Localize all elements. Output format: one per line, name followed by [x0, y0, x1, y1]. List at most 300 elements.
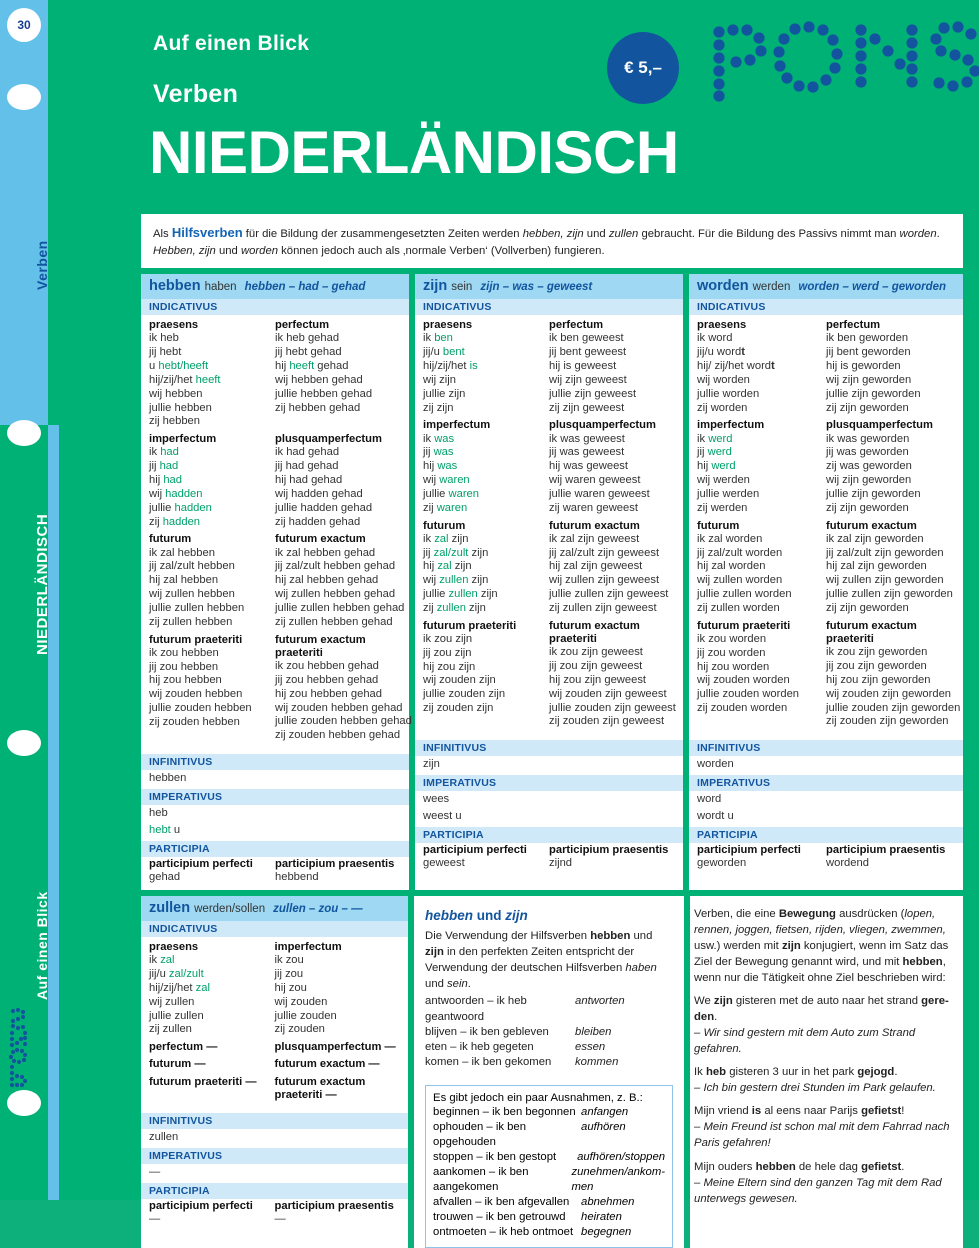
section-participia: PARTICIPIA	[141, 841, 409, 857]
example-dutch: eten – ik heb gegeten	[425, 1041, 534, 1054]
conjugation-line: zij hadden gehad	[275, 515, 361, 528]
t: gefietst	[861, 1160, 902, 1173]
t: zijn	[425, 946, 444, 959]
example-german: kommen	[575, 1056, 619, 1069]
participle-form: —	[274, 1213, 286, 1226]
spine-label-series: Auf einen Blick	[34, 891, 50, 1000]
infinitive-form: hebben	[149, 772, 187, 785]
spine-blue-section	[0, 0, 48, 425]
conjugation-line: hij zou worden	[697, 660, 770, 673]
conjugation-line: hij zal zijn geworden	[826, 560, 927, 573]
exception-german: anfangen	[581, 1105, 629, 1118]
conjugation-line: ik ben geweest	[549, 332, 624, 345]
conjugation-line: jullie worden	[697, 387, 760, 400]
conjugation-line: wij zouden zijn geweest	[549, 687, 667, 700]
tense-label: plusquamperfectum	[275, 433, 382, 446]
intro-verb: zullen	[608, 228, 639, 240]
verb-german: haben	[204, 281, 237, 294]
conjugation-line: zij hadden	[149, 515, 201, 528]
tense-column-left	[423, 616, 549, 729]
verb-name: zijn	[423, 278, 448, 295]
tense-block	[415, 315, 683, 415]
conjugation-line: jullie zullen hebben	[149, 601, 245, 614]
t: .	[467, 978, 471, 991]
conjugation-line: jij zou hebben gehad	[275, 673, 379, 686]
conjugation-line: jij zal/zult worden	[697, 546, 783, 559]
tense-block	[141, 937, 408, 1037]
tense-label: plusquamperfectum	[549, 419, 656, 432]
movement-example-1	[694, 993, 952, 1057]
conjugation-line: hij/ zij/het wordt	[697, 360, 775, 373]
conjugation-line: hij zou zijn geworden	[826, 673, 931, 686]
conjugation-line: wij zouden	[274, 995, 328, 1008]
conjugation-line: jullie zullen worden	[697, 588, 792, 601]
exception-dutch: afvallen – ik ben afgevallen	[433, 1195, 570, 1208]
t: gejogd	[857, 1066, 895, 1079]
conjugation-line: zij zullen hebben gehad	[275, 615, 393, 628]
conjugation-line: wij zijn geweest	[549, 373, 627, 386]
tense-label: futurum exactum	[275, 533, 366, 546]
t: We	[694, 995, 714, 1008]
tense-label: futurum praeteriti —	[149, 1075, 257, 1088]
tense-column-right	[826, 415, 955, 515]
tense-label: futurum exactum	[549, 519, 640, 532]
conjugation-line: hij/zij/het is	[423, 360, 478, 373]
conjugation-line: ik ben	[423, 332, 453, 345]
participle-form: geworden	[697, 857, 747, 870]
t: , wenn nur die Tätigkeit ohne Ziel beschrieben wird:	[694, 956, 946, 985]
conjugation-line: jij bent geworden	[826, 346, 911, 359]
spine-pons-logo	[6, 1005, 42, 1091]
tense-label: perfectum	[275, 319, 330, 332]
conjugation-line: ik heb	[149, 332, 179, 345]
conjugation-line: zij hebben	[149, 415, 201, 428]
participle-form: zijnd	[549, 857, 573, 870]
example-row	[425, 1025, 673, 1040]
tense-column-left	[149, 937, 275, 1037]
header-subtitle: Verben	[153, 80, 239, 108]
conjugation-line: jij zou zijn	[423, 646, 472, 659]
conjugation-line: jij zou worden	[697, 646, 766, 659]
t: .	[901, 1160, 905, 1173]
conjugation-line: zij zullen hebben	[149, 615, 233, 628]
conjugation-line: zij zullen	[149, 1023, 192, 1036]
exception-dutch: ophouden – ik ben opgehouden	[433, 1120, 526, 1148]
t: zijn	[713, 995, 733, 1008]
exception-row	[433, 1105, 665, 1120]
intro-text: können jedoch auch als ‚normale Verben‘ (Vollverben) fungieren.	[278, 244, 605, 257]
conjugation-line: hij zal zijn	[423, 560, 472, 573]
tense-label: futurum exactum praeteriti	[549, 619, 640, 645]
tense-label: imperfectum	[697, 419, 765, 432]
infinitive-form: zijn	[423, 758, 440, 771]
t: usw.) werden mit	[694, 940, 782, 953]
tense-block	[415, 516, 683, 616]
participles-block	[141, 857, 409, 890]
tense-label: plusquamperfectum	[826, 419, 933, 432]
conjugation-line: hij is geworden	[826, 360, 901, 373]
imperative-form: hebt u	[149, 824, 181, 837]
t: sein	[447, 978, 468, 991]
conjugation-line: wij hebben	[149, 387, 203, 400]
section-participia: PARTICIPIA	[689, 827, 963, 843]
conjugation-line: jullie zijn	[423, 387, 466, 400]
conjugation-line: hij zou hebben	[149, 674, 222, 687]
conjugation-line: hij heeft gehad	[275, 360, 349, 373]
conjugation-line: jij/u bent	[423, 346, 465, 359]
conjugation-line: wij hebben gehad	[275, 373, 363, 386]
spine-label-language: NIEDERLÄNDISCH	[34, 513, 51, 655]
conjugation-line: wij zullen hebben gehad	[275, 588, 396, 601]
participle-label: participium perfecti	[697, 844, 801, 857]
section-participia: PARTICIPIA	[141, 1183, 408, 1199]
conjugation-line: jij hebt gehad	[275, 346, 342, 359]
conjugation-line: ik zou zijn geweest	[549, 646, 643, 659]
tense-label: imperfectum	[274, 941, 342, 954]
exceptions-box	[425, 1085, 673, 1248]
intro-verb: Hebben, zijn	[153, 244, 216, 257]
conjugation-line: jij zal/zult hebben	[149, 560, 235, 573]
t: und	[630, 930, 653, 943]
tense-label: futurum exactum praeteriti	[275, 633, 366, 659]
conjugation-line: jullie zouden zijn geworden	[826, 701, 961, 714]
intro-verb: worden	[240, 244, 279, 257]
tense-column-left	[423, 415, 549, 515]
conjugation-line: jij zou	[274, 968, 304, 981]
verb-german: sein	[451, 281, 473, 294]
t: .	[894, 1066, 898, 1079]
conjugation-line: ik zal zijn geweest	[549, 532, 640, 545]
t: haben	[625, 962, 657, 975]
tense-column-right	[275, 1037, 401, 1102]
conjugation-line: jullie zullen zijn geweest	[549, 588, 669, 601]
title-verb-1: hebben	[425, 908, 474, 924]
bottom-row	[141, 896, 963, 1248]
conjugation-line: zij hebben gehad	[275, 401, 361, 414]
exception-dutch: trouwen – ik ben getrouwd	[433, 1210, 566, 1223]
exception-dutch: ontmoeten – ik heb ontmoet	[433, 1225, 574, 1238]
participles-block	[689, 843, 963, 876]
t: in den perfekten Zeiten entspricht der Verwendung der deutschen Hilfsverben	[425, 946, 635, 975]
conjugation-line: hij zou	[274, 981, 307, 994]
conjugation-line: jij bent geweest	[549, 346, 627, 359]
example-dutch: blijven – ik ben gebleven	[425, 1025, 549, 1038]
tense-column-left	[423, 315, 549, 415]
spacer	[415, 729, 683, 738]
intro-text: für die Bildung der zusammengesetzten Zeiten werden	[242, 228, 523, 240]
participle-present	[549, 843, 675, 871]
tense-column-right	[549, 415, 675, 515]
tense-label: futurum exactum —	[274, 1058, 380, 1071]
infinitive-form: zullen	[149, 1131, 179, 1144]
conjugation-line: wij hadden	[149, 487, 203, 500]
t: und	[425, 978, 448, 991]
verb-german: werden	[752, 281, 791, 294]
conjugation-line: ik zal hebben gehad	[275, 546, 376, 559]
punch-hole	[7, 420, 41, 446]
participle-label: participium perfecti	[149, 858, 253, 871]
conjugation-line: zij zouden hebben	[149, 715, 240, 728]
conjugation-line: wij zouden zijn	[423, 674, 496, 687]
conjugation-line: hij zou hebben gehad	[275, 687, 382, 700]
intro-verb: worden	[899, 228, 937, 240]
conjugation-line: jullie zouden zijn geweest	[549, 701, 676, 714]
spacer	[689, 729, 963, 738]
conjugation-line: ik heb gehad	[275, 332, 340, 345]
conjugation-line: jij zal/zult zijn geweest	[549, 546, 660, 559]
hebben-zijn-note	[414, 896, 684, 1248]
spacer	[141, 1102, 408, 1111]
exception-row	[433, 1165, 665, 1195]
tense-column-left	[149, 630, 275, 743]
imperative-form: wees	[423, 793, 450, 806]
tense-label: praesens	[149, 941, 199, 954]
spine-label-verben: Verben	[34, 240, 50, 290]
tense-column-left	[149, 315, 275, 429]
section-infinitivus: INFINITIVUS	[141, 754, 409, 770]
tense-label: futurum —	[149, 1058, 206, 1071]
t: .	[714, 1011, 718, 1024]
section-indicativus: INDICATIVUS	[141, 921, 408, 937]
conjugation-line: jij was geworden	[826, 446, 909, 459]
tense-label: plusquamperfectum —	[274, 1041, 396, 1054]
section-infinitivus: INFINITIVUS	[415, 740, 683, 756]
conjugation-line: jij zal/zult hebben gehad	[275, 560, 396, 573]
punch-hole	[7, 84, 41, 110]
conjugation-line: wij zullen	[149, 995, 195, 1008]
verb-principal-parts: hebben – had – gehad	[244, 281, 366, 294]
intro-line-2	[153, 243, 951, 259]
tense-block	[141, 630, 412, 743]
movement-example-2	[694, 1064, 952, 1096]
verb-header	[415, 274, 683, 299]
intro-text: und	[215, 244, 241, 257]
example-row	[425, 1040, 673, 1055]
conjugation-line: zij zullen worden	[697, 601, 780, 614]
tense-label: futurum praeteriti	[423, 619, 517, 632]
verb-table-hebben	[141, 274, 412, 890]
page-title: NIEDERLÄNDISCH	[149, 119, 679, 186]
exception-german: aufhören	[581, 1120, 626, 1133]
conjugation-line: ik werd	[697, 432, 733, 445]
tense-label: imperfectum	[423, 419, 491, 432]
t: Mijn ouders	[694, 1160, 756, 1173]
participles-block	[415, 843, 683, 876]
tense-column-left	[149, 1037, 275, 1102]
verb-header	[689, 274, 963, 299]
tense-column-left	[697, 616, 826, 729]
conjugation-line: ik zou hebben	[149, 646, 219, 659]
t: – Ich bin gestern drei Stunden im Park gelaufen.	[694, 1082, 936, 1095]
conjugation-line: ik had gehad	[275, 446, 340, 459]
t: !	[901, 1105, 905, 1118]
punch-hole	[7, 1090, 41, 1116]
example-dutch: komen – ik ben gekomen	[425, 1056, 552, 1069]
t: – Wir sind gestern mit dem Auto zum Strand gefahren.	[694, 1027, 916, 1056]
section-participia: PARTICIPIA	[415, 827, 683, 843]
conjugation-line: hij zal worden	[697, 560, 766, 573]
conjugation-line: jullie zullen zijn geworden	[826, 588, 953, 601]
conjugation-line: zij zijn geworden	[826, 401, 909, 414]
conjugation-line: ik zal hebben	[149, 546, 215, 559]
conjugation-line: jullie hebben gehad	[275, 387, 373, 400]
imperative-form: —	[149, 1166, 161, 1179]
conjugation-line: hij zal hebben gehad	[275, 574, 379, 587]
tense-block	[141, 529, 409, 629]
conjugation-line: zij zouden worden	[697, 702, 788, 715]
intro-line-1	[153, 224, 951, 243]
conjugation-line: jullie zijn geworden	[826, 387, 921, 400]
conjugation-line: zij was geworden	[826, 460, 912, 473]
tense-block	[141, 315, 409, 429]
t: Die Verwendung der Hilfsverben	[425, 930, 591, 943]
conjugation-line: wij zijn geworden	[826, 373, 912, 386]
conjugation-line: jullie zouden hebben gehad	[275, 715, 412, 728]
conjugation-line: jij had	[149, 460, 179, 473]
tense-label: praesens	[697, 319, 747, 332]
section-imperativus: IMPERATIVUS	[689, 775, 963, 791]
conjugation-line: zij zullen zijn	[423, 601, 486, 614]
tense-column-right	[549, 315, 675, 415]
exceptions-lead: Es gibt jedoch ein paar Ausnahmen, z. B.:	[433, 1091, 643, 1104]
exception-dutch: stoppen – ik ben gestopt	[433, 1150, 557, 1163]
t: – Mein Freund ist schon mal mit dem Fahrrad nach Paris gefahren!	[694, 1121, 950, 1150]
conjugation-line: wij zullen hebben	[149, 588, 235, 601]
section-imperativus: IMPERATIVUS	[141, 1148, 408, 1164]
example-list	[425, 994, 673, 1070]
verb-german: werden/sollen	[194, 903, 266, 916]
exception-german: zunehmen/ankom- men	[571, 1165, 666, 1193]
participle-perfect	[697, 843, 826, 871]
conjugation-line: jij/u zal/zult	[149, 968, 204, 981]
t: de hele dag	[795, 1160, 862, 1173]
verb-principal-parts: worden – werd – geworden	[798, 281, 947, 294]
hebben-zijn-title	[425, 906, 673, 925]
tense-column-right	[275, 429, 401, 529]
t: Mijn vriend	[694, 1105, 752, 1118]
participle-label: participium praesentis	[274, 1200, 394, 1213]
conjugation-line: zij werden	[697, 501, 748, 514]
conjugation-line: zij zouden zijn geworden	[826, 715, 949, 728]
movement-example-3	[694, 1103, 952, 1151]
conjugation-line: zij zullen zijn geweest	[549, 601, 657, 614]
conjugation-line: u hebt/heeft	[149, 360, 209, 373]
conjugation-line: wij zijn	[423, 373, 456, 386]
zullen-table	[141, 896, 408, 1248]
tense-column-left	[423, 516, 549, 616]
tense-column-left	[149, 429, 275, 529]
conjugation-line: jij zal/zult zijn	[423, 546, 489, 559]
tense-column-right	[549, 516, 675, 616]
conjugation-line: jullie hadden	[149, 501, 212, 514]
conjugation-line: jullie zouden zijn	[423, 688, 506, 701]
conjugation-line: hij zal zijn geweest	[549, 560, 643, 573]
participle-form: —	[149, 1213, 161, 1226]
tense-column-left	[697, 516, 826, 616]
conjugation-line: hij had gehad	[275, 474, 343, 487]
t: Ik	[694, 1066, 706, 1079]
conjugation-line: jij zal/zult zijn geworden	[826, 546, 944, 559]
conjugation-line: jullie zullen	[149, 1009, 204, 1022]
conjugation-line: jullie waren geweest	[549, 487, 650, 500]
t: gere-den	[694, 995, 949, 1024]
conjugation-line: wij zouden zijn geworden	[826, 687, 952, 700]
tense-label: futurum praeteriti	[697, 619, 791, 632]
conjugation-line: wij waren geweest	[549, 474, 641, 487]
conjugation-line: hij had	[149, 474, 182, 487]
conjugation-line: zij zijn geworden	[826, 601, 909, 614]
conjugation-line: ik zou hebben gehad	[275, 660, 379, 673]
conjugation-line: jullie zouden worden	[697, 688, 800, 701]
movement-verbs-note	[690, 896, 963, 1248]
intro-text: und	[583, 228, 609, 240]
section-imperativus: IMPERATIVUS	[415, 775, 683, 791]
intro-text: .	[936, 228, 940, 240]
conjugation-line: zij zouden zijn	[423, 702, 494, 715]
exception-row	[433, 1225, 665, 1240]
exception-german: begegnen	[581, 1225, 632, 1238]
t: gisteren met de auto naar het strand	[732, 995, 922, 1008]
participle-form: geweest	[423, 857, 465, 870]
t: al eens naar Parijs	[761, 1105, 862, 1118]
exception-row	[433, 1195, 665, 1210]
conjugation-line: jij was	[423, 446, 454, 459]
conjugation-line: wij zullen zijn geweest	[549, 574, 660, 587]
hebben-zijn-paragraph	[425, 928, 673, 992]
conjugation-line: jullie werden	[697, 487, 760, 500]
conjugation-line: ik zou	[274, 954, 304, 967]
t: gisteren 3 uur in het park	[726, 1066, 858, 1079]
infinitive-form: worden	[697, 758, 734, 771]
conjugation-line: hij werd	[697, 460, 736, 473]
conjugation-line: wij zouden worden	[697, 674, 790, 687]
verb-name: hebben	[149, 278, 201, 295]
tense-block	[689, 315, 963, 415]
t: hebben	[755, 1160, 796, 1173]
conjugation-line: ik ben geworden	[826, 332, 909, 345]
section-imperativus: IMPERATIVUS	[141, 789, 409, 805]
tense-column-right	[275, 630, 412, 743]
conjugation-line: jullie zouden	[274, 1009, 337, 1022]
tense-column-left	[697, 415, 826, 515]
participle-present	[826, 843, 955, 871]
conjugation-line: jij zou zijn geweest	[549, 660, 643, 673]
conjugation-line: zij zouden zijn geweest	[549, 715, 665, 728]
intro-keyword: Hilfsverben	[171, 225, 243, 240]
conjugation-line: jij zou hebben	[149, 660, 219, 673]
conjugation-line: ik zal worden	[697, 532, 763, 545]
participle-form: gehad	[149, 871, 181, 884]
section-indicativus: INDICATIVUS	[689, 299, 963, 315]
pons-logo	[709, 20, 979, 111]
page-number: 30	[7, 8, 41, 42]
conjugation-line: hij was	[423, 460, 458, 473]
tense-label: futurum	[697, 519, 740, 532]
conjugation-line: wij zouden hebben gehad	[275, 701, 403, 714]
title-verb-2: zijn	[505, 908, 528, 924]
example-dutch: antwoorden – ik heb geantwoord	[425, 995, 527, 1023]
conjugation-line: jullie waren	[423, 487, 479, 500]
tense-label: futurum	[149, 533, 192, 546]
tense-block	[415, 616, 683, 729]
conjugation-line: ik zou zijn	[423, 633, 473, 645]
content-body	[141, 214, 963, 1238]
tense-column-right	[275, 529, 405, 629]
conjugation-line: wij zullen worden	[697, 574, 783, 587]
intro-verb: hebben, zijn	[522, 228, 584, 240]
participle-perfect	[423, 843, 549, 871]
verb-name: zullen	[149, 900, 191, 917]
